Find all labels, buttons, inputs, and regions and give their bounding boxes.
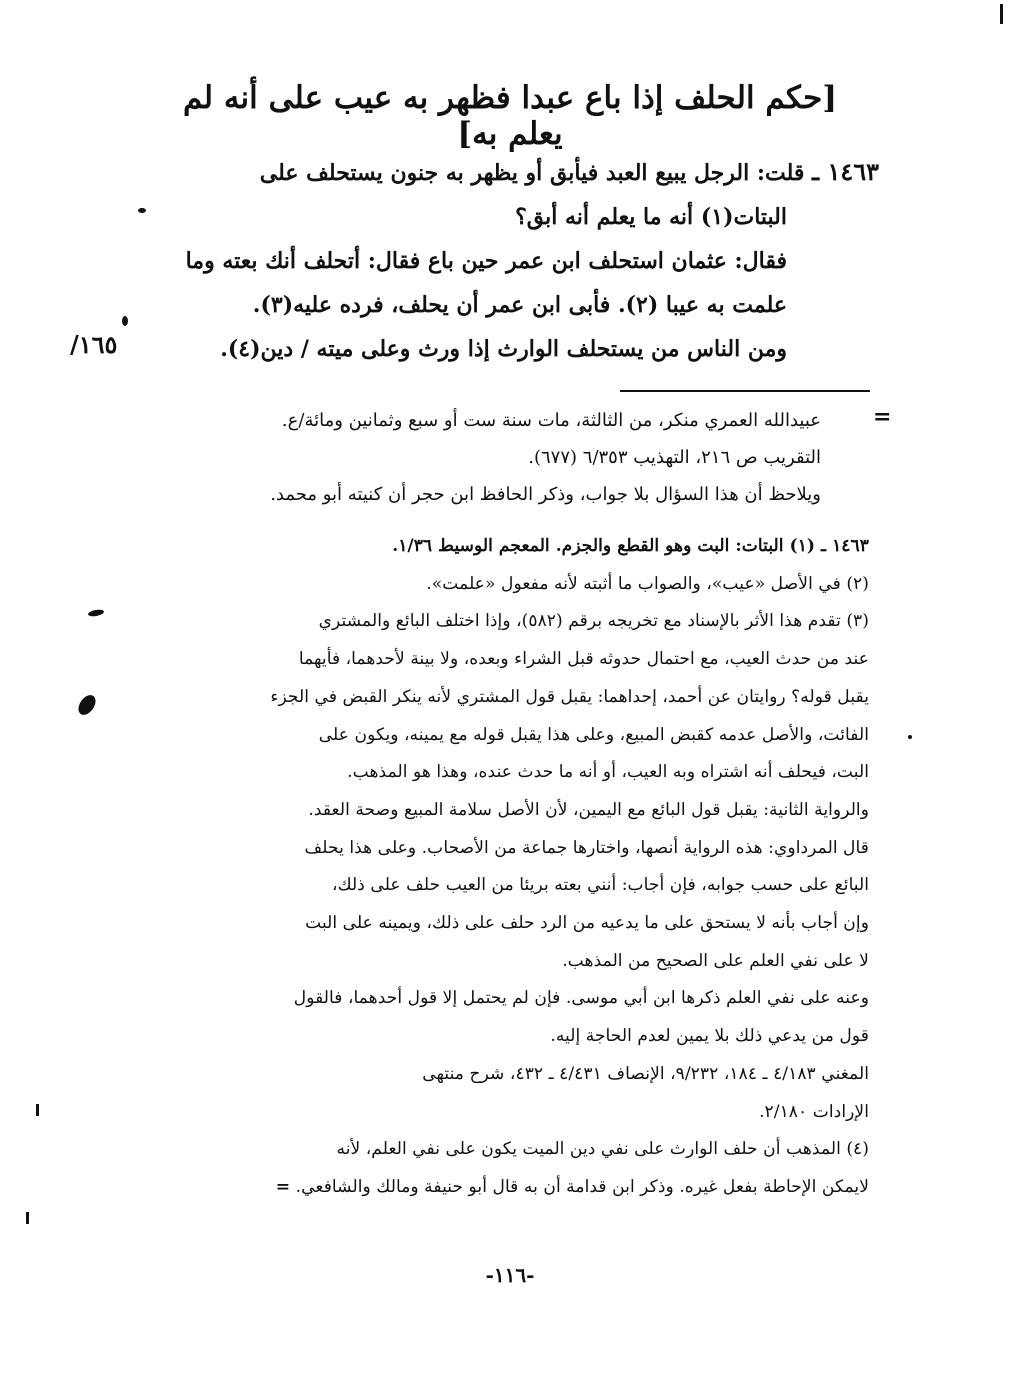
footnote-line: لا على نفي العلم على الصحيح من المذهب. (562, 950, 869, 971)
main-line-2: البتات(١) أنه ما يعلم أنه أبق؟ (515, 204, 787, 230)
page-number: -١١٦- (485, 1263, 535, 1287)
continuation-line: ويلاحظ أن هذا السؤال بلا جواب، وذكر الحافظ ابن حجر أن كنيته أبو محمد. (270, 484, 821, 505)
footnote-line: وعنه على نفي العلم ذكرها ابن أبي موسى. فإن لم يحتمل إلا قول أحدهما، فالقول (293, 988, 869, 1009)
footnote-line: الإرادات ٢/١٨٠. (759, 1101, 869, 1122)
margin-page-reference: /١٦٥ (70, 330, 118, 359)
scan-speck (88, 609, 105, 618)
footnotes (164, 528, 869, 1207)
footnote-continuation (161, 402, 821, 513)
scan-speck (138, 208, 146, 213)
footnote-line: (٤) المذهب أن حلف الوارث على نفي دين الميت يكون على نفي العلم، لأنه (336, 1139, 869, 1160)
footnote-line: (٣) تقدم هذا الأثر بالإسناد مع تخريجه برقم (٥٨٢)، وإذا اختلف البائع والمشتري (318, 611, 869, 632)
main-line-5: ومن الناس من يستحلف الوارث إذا ورث وعلى ميته / دين(٤). (220, 336, 787, 362)
scan-speck (908, 735, 912, 739)
main-line-3: فقال: عثمان استحلف ابن عمر حين باع فقال: أتحلف أنك بعته وما (185, 248, 787, 274)
footnote-line: المغني ٤/١٨٣ ـ ١٨٤، ٩/٢٣٢، الإنصاف ٤/٤٣١ ـ ٤٣٢، شرح منتهى (422, 1063, 869, 1084)
footnote-line: عند من حدث العيب، مع احتمال حدوثه قبل الشراء وبعده، ولا بينة لأحدهما، فأيهما (298, 649, 869, 670)
main-text (149, 150, 879, 371)
footnote-line: وإن أجاب بأنه لا يستحق على ما يدعيه من الرد حلف على ذلك، ويمينه على البت (305, 913, 869, 934)
scan-speck (1000, 4, 1003, 24)
footnote-line: الفائت، والأصل عدمه كقبض المبيع، وعلى هذا يقبل قوله مع يمينه، ويكون على (318, 724, 869, 745)
main-line-4: علمت به عيبا (٢). فأبى ابن عمر أن يحلف، فرده عليه(٣). (252, 292, 787, 318)
footnote-line: البائع على حسب جوابه، فإن أجاب: أنني بعته بريئا من العيب حلف على ذلك، (332, 875, 869, 896)
footnote-line: ١٤٦٣ ـ (١) البتات: البت وهو القطع والجزم. المعجم الوسيط ١/٣٦. (392, 536, 869, 556)
scan-speck (36, 1104, 39, 1116)
footnote-line: البت، فيحلف أنه اشتراه وبه العيب، أو أنه ما حدث عنده، وهذا هو المذهب. (347, 762, 869, 783)
section-heading: [حكم الحلف إذا باع عبدا فظهر به عيب على أنه لم يعلم به] (183, 80, 837, 152)
paragraph-number: ١٤٦٣ ـ (812, 157, 879, 186)
scan-speck (75, 692, 99, 718)
footnote-line: (٢) في الأصل «عيب»، والصواب ما أثبته لأنه مفعول «علمت». (426, 573, 869, 594)
footnote-line: يقبل قوله؟ روايتان عن أحمد، إحداهما: يقبل قول المشتري لأنه ينكر القبض في الجزء (270, 686, 869, 707)
scan-speck (122, 316, 128, 326)
continuation-line: التقريب ص ٢١٦، التهذيب ٦/٣٥٣ (٦٧٧). (528, 447, 821, 468)
main-line-1: ١٤٦٣ ـ قلت: الرجل يبيع العبد فيأبق أو يظهر به جنون يستحلف على (259, 157, 879, 186)
continuation-line: عبيدالله العمري منكر، من الثالثة، مات سنة ست أو سبع وثمانين ومائة/ع. (281, 410, 821, 431)
footnote-line: لايمكن الإحاطة بفعل غيره. وذكر ابن قدامة أن به قال أبو حنيفة ومالك والشافعي. = (275, 1176, 869, 1197)
continuation-marker: = (873, 404, 892, 430)
footnote-line: قول من يدعي ذلك بلا يمين لعدم الحاجة إليه. (550, 1026, 869, 1047)
scan-speck (26, 1212, 29, 1224)
footnote-line: قال المرداوي: هذه الرواية أنصها، واختارها جماعة من الأصحاب. وعلى هذا يحلف (304, 837, 869, 858)
footnote-separator (620, 390, 870, 392)
end-marker: = (275, 1176, 291, 1197)
footnote-line: والرواية الثانية: يقبل قول البائع مع اليمين، لأن الأصل سلامة المبيع وصحة العقد. (308, 799, 869, 820)
